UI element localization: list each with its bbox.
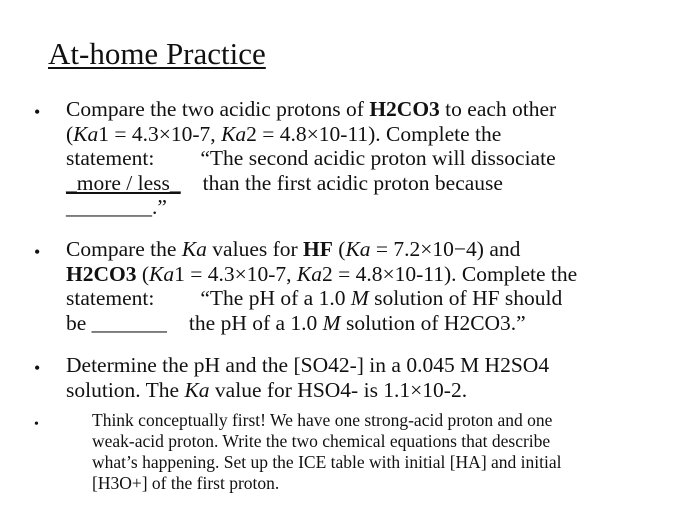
q2-text: Compare the [66,237,182,261]
question-1 [66,97,686,220]
hint-line-2: weak-acid proton. Write the two chemical equations that describe [92,431,551,451]
q2-label: statement: [66,286,155,310]
hint-note [92,410,682,494]
q3-line-2 [66,378,686,403]
q1-line-4 [66,171,686,196]
q2-text: ( [332,237,346,261]
bullet-1-glyph: • [34,102,41,122]
q1-text: 1 = 4.3×10-7, [98,121,222,146]
hint-line-1: Think conceptually first! We have one strong-acid proton and one [92,410,553,430]
q2-formula: HF [303,237,333,261]
q2-text: ( [136,261,150,286]
q3-ka: Ka [184,377,210,402]
q3-line-1: Determine the pH and the [SO42-] in a 0.045 M H2SO4 [66,353,550,377]
q1-line-2 [66,122,686,147]
q2-formula: H2CO3 [66,261,137,286]
q1-ka: Ka [73,121,99,146]
q2-answer-blank: be _______ [66,310,167,335]
hint-line-4: [H3O+] of the first proton. [92,473,280,493]
q1-text: ( [66,121,74,146]
q2-text: = 7.2×10−4) and [370,237,521,261]
question-2 [66,237,686,335]
q3-text: value for HSO4- is 1.1×10-2. [209,377,468,402]
q2-molarity: M [322,310,341,335]
q1-statement: than the first acidic proton because [202,170,503,195]
q1-text: Compare the two acidic protons of [66,97,370,121]
q1-line-5: ________.” [66,195,167,219]
q2-statement: solution of HF should [368,286,563,310]
slide-title: At-home Practice [48,36,266,71]
q2-line-4 [66,311,686,336]
q2-molarity: M [350,286,369,310]
q2-line-1 [66,237,686,262]
q2-text: 2 = 4.8×10-11). Complete the [322,261,578,286]
q2-ka: Ka [181,237,207,261]
q2-statement: “The pH of a 1.0 [200,286,351,310]
q2-ka: Ka [345,237,371,261]
q2-line-2 [66,262,686,287]
bullet-3-glyph: • [34,358,41,378]
q1-text: 2 = 4.8×10-11). Complete the [246,121,502,146]
question-3 [66,353,686,402]
q2-ka: Ka [149,261,175,286]
q2-statement: solution of H2CO3.” [340,310,526,335]
q1-ka: Ka [221,121,247,146]
q1-label: statement: [66,146,155,170]
q2-line-3 [66,286,686,311]
q1-line-1 [66,97,686,122]
q2-text: 1 = 4.3×10-7, [174,261,297,286]
bullet-4-glyph: • [34,417,39,432]
q2-statement: the pH of a 1.0 [188,310,323,335]
bullet-2-glyph: • [34,242,41,262]
q1-text: to each other [439,97,557,121]
q2-text: values for [206,237,304,261]
q1-statement: “The second acidic proton will dissociate [200,146,556,170]
q1-answer-blank: _more / less_ [66,170,181,195]
q1-formula: H2CO3 [369,97,440,121]
q3-text: solution. The [66,377,185,402]
q1-line-3 [66,146,686,171]
q2-ka: Ka [296,261,323,286]
hint-line-3: what’s happening. Set up the ICE table with initial [HA] and initial [92,452,562,472]
